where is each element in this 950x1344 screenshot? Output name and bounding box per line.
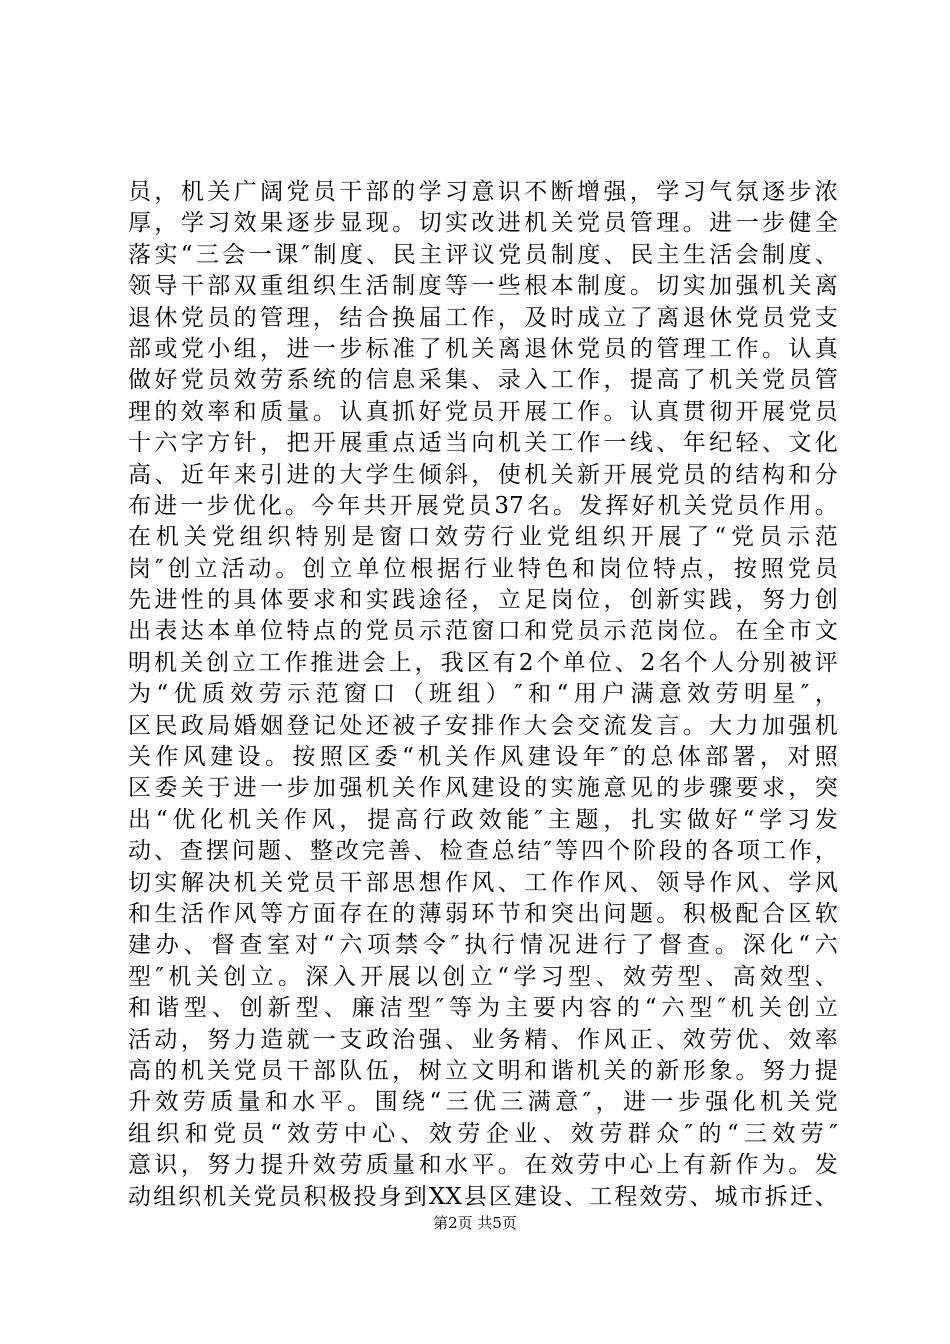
text-line: 动组织机关党员积极投身到XX县区建设、工程效劳、城市拆迁、 xyxy=(128,1183,838,1210)
text-line: 布进一步优化。今年共开展党员37名。发挥好机关党员作用。 xyxy=(128,492,838,519)
text-line: 切实解决机关党员干部思想作风、工作作风、领导作风、学风 xyxy=(128,869,838,896)
text-line: 和谐型、创新型、廉洁型″等为主要内容的“六型″机关创立 xyxy=(128,995,838,1022)
text-line: 区民政局婚姻登记处还被子安排作大会交流发言。大力加强机 xyxy=(128,712,838,739)
text-line: 做好党员效劳系统的信息采集、录入工作，提高了机关党员管 xyxy=(128,367,838,394)
text-line: 落实“三会一课″制度、民主评议党员制度、民主生活会制度、 xyxy=(128,241,838,268)
text-line: 为“优质效劳示范窗口（班组）″和“用户满意效劳明星″， xyxy=(128,681,838,708)
text-line: 部或党小组，进一步标准了机关离退休党员的管理工作。认真 xyxy=(128,335,838,362)
text-line: 出表达本单位特点的党员示范窗口和党员示范岗位。在全市文 xyxy=(128,618,838,645)
text-line: 关作风建设。按照区委“机关作风建设年″的总体部署，对照 xyxy=(128,744,838,771)
text-line: 和生活作风等方面存在的薄弱环节和突出问题。积极配合区软 xyxy=(128,900,838,927)
text-line: 型″机关创立。深入开展以创立“学习型、效劳型、高效型、 xyxy=(128,963,838,990)
body-text xyxy=(128,177,838,1213)
text-line: 岗″创立活动。创立单位根据行业特色和岗位特点，按照党员 xyxy=(128,555,838,582)
text-line: 领导干部双重组织生活制度等一些根本制度。切实加强机关离 xyxy=(128,273,838,300)
text-line: 活动，努力造就一支政治强、业务精、作风正、效劳优、效率 xyxy=(128,1026,838,1053)
text-line: 退休党员的管理，结合换届工作，及时成立了离退休党员党支 xyxy=(128,304,838,331)
text-line: 理的效率和质量。认真抓好党员开展工作。认真贯彻开展党员 xyxy=(128,398,838,425)
text-line: 厚，学习效果逐步显现。切实改进机关党员管理。进一步健全 xyxy=(128,210,838,237)
text-line: 十六字方针，把开展重点适当向机关工作一线、年纪轻、文化 xyxy=(128,430,838,457)
text-line: 出“优化机关作风，提高行政效能″主题，扎实做好“学习发 xyxy=(128,806,838,833)
text-line: 建办、督查室对“六项禁令″执行情况进行了督查。深化“六 xyxy=(128,932,838,959)
text-line: 先进性的具体要求和实践途径，立足岗位，创新实践，努力创 xyxy=(128,587,838,614)
text-line: 在机关党组织特别是窗口效劳行业党组织开展了“党员示范 xyxy=(128,524,838,551)
text-line: 升效劳质量和水平。围绕“三优三满意″，进一步强化机关党 xyxy=(128,1089,838,1116)
text-line: 明机关创立工作推进会上，我区有2个单位、2名个人分别被评 xyxy=(128,649,838,676)
text-line: 高的机关党员干部队伍，树立文明和谐机关的新形象。努力提 xyxy=(128,1057,838,1084)
text-line: 意识，努力提升效劳质量和水平。在效劳中心上有新作为。发 xyxy=(128,1152,838,1179)
text-line: 区委关于进一步加强机关作风建设的实施意见的步骤要求，突 xyxy=(128,775,838,802)
page-number-footer: 第2页 共5页 xyxy=(433,1214,517,1232)
text-line: 高、近年来引进的大学生倾斜，使机关新开展党员的结构和分 xyxy=(128,461,838,488)
text-line: 动、查摆问题、整改完善、检查总结″等四个阶段的各项工作， xyxy=(128,838,838,865)
text-line: 员，机关广阔党员干部的学习意识不断增强，学习气氛逐步浓 xyxy=(128,179,838,205)
text-line: 组织和党员“效劳中心、效劳企业、效劳群众″的“三效劳″ xyxy=(128,1120,838,1147)
